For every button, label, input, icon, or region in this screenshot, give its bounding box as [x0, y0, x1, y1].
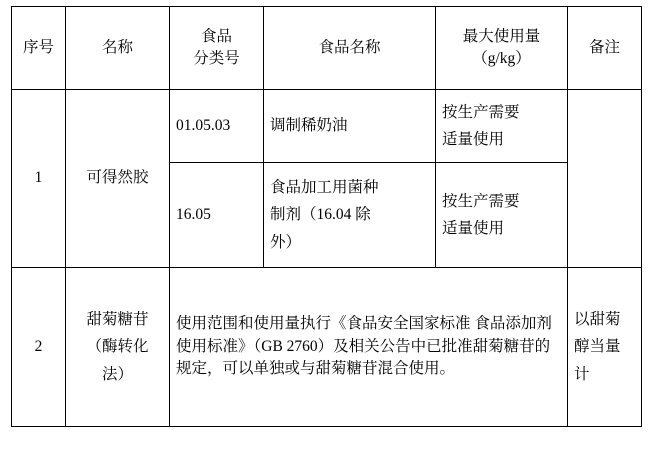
header-name-label: 名称 — [101, 38, 133, 56]
cell-food-name-1a: 调制稀奶油 — [264, 90, 436, 163]
column-header-remark — [568, 7, 642, 90]
header-class-line1: 食品 — [200, 27, 232, 45]
food-name-line1: 食品加工用菌种 — [270, 179, 379, 197]
cell-remark-1 — [568, 90, 642, 268]
header-max-line1: 最大使用量 — [462, 27, 541, 45]
column-header-food-name — [264, 7, 436, 90]
cell-description-2: 使用范围和使用量执行《食品安全国家标准 食品添加剂使用标准》（GB 2760）及相关公告中已批准甜菊糖苷的规定，可以单独或与甜菊糖苷混合使用。 — [170, 268, 568, 427]
cell-class-no-1a: 01.05.03 — [170, 90, 264, 163]
name-line2: （酶转化 — [86, 338, 149, 356]
food-additive-table — [11, 6, 642, 427]
max-usage-line1: 按生产需要 — [442, 103, 520, 121]
cell-food-name-1b — [264, 163, 436, 268]
column-header-class-no — [170, 7, 264, 90]
header-class-line2: 分类号 — [193, 50, 240, 67]
header-food-name-label: 食品名称 — [318, 38, 381, 56]
header-remark-label: 备注 — [588, 38, 620, 56]
header-seq-label: 序号 — [22, 38, 54, 56]
table-row — [12, 268, 642, 427]
cell-max-usage-1b — [436, 163, 568, 268]
max-usage-line2: 适量使用 — [442, 131, 505, 148]
remark-line2: 醇当量 — [574, 338, 621, 356]
remark-line3: 计 — [574, 365, 590, 383]
name-line1: 甜菊糖苷 — [86, 311, 149, 329]
table-header — [12, 7, 642, 90]
max-usage-line1: 按生产需要 — [442, 192, 520, 210]
cell-seq-2: 2 — [12, 268, 66, 427]
table-body — [12, 90, 642, 427]
table-row — [12, 90, 642, 163]
column-header-seq — [12, 7, 66, 90]
cell-seq-1: 1 — [12, 90, 66, 268]
cell-max-usage-1a — [436, 90, 568, 163]
max-usage-line2: 适量使用 — [442, 220, 505, 237]
food-name-line3: 外） — [270, 233, 302, 251]
header-row — [12, 7, 642, 90]
cell-name-1: 可得然胶 — [66, 90, 170, 268]
cell-remark-2 — [568, 268, 642, 427]
column-header-name — [66, 7, 170, 90]
document-page — [0, 6, 652, 473]
food-name-line2: 制剂（16.04 除 — [270, 206, 371, 224]
cell-name-2 — [66, 268, 170, 427]
cell-class-no-1b: 16.05 — [170, 163, 264, 268]
header-max-line2: （g/kg） — [472, 50, 531, 67]
column-header-max-usage — [436, 7, 568, 90]
remark-line1: 以甜菊 — [574, 311, 621, 329]
name-line3: 法） — [101, 365, 133, 383]
